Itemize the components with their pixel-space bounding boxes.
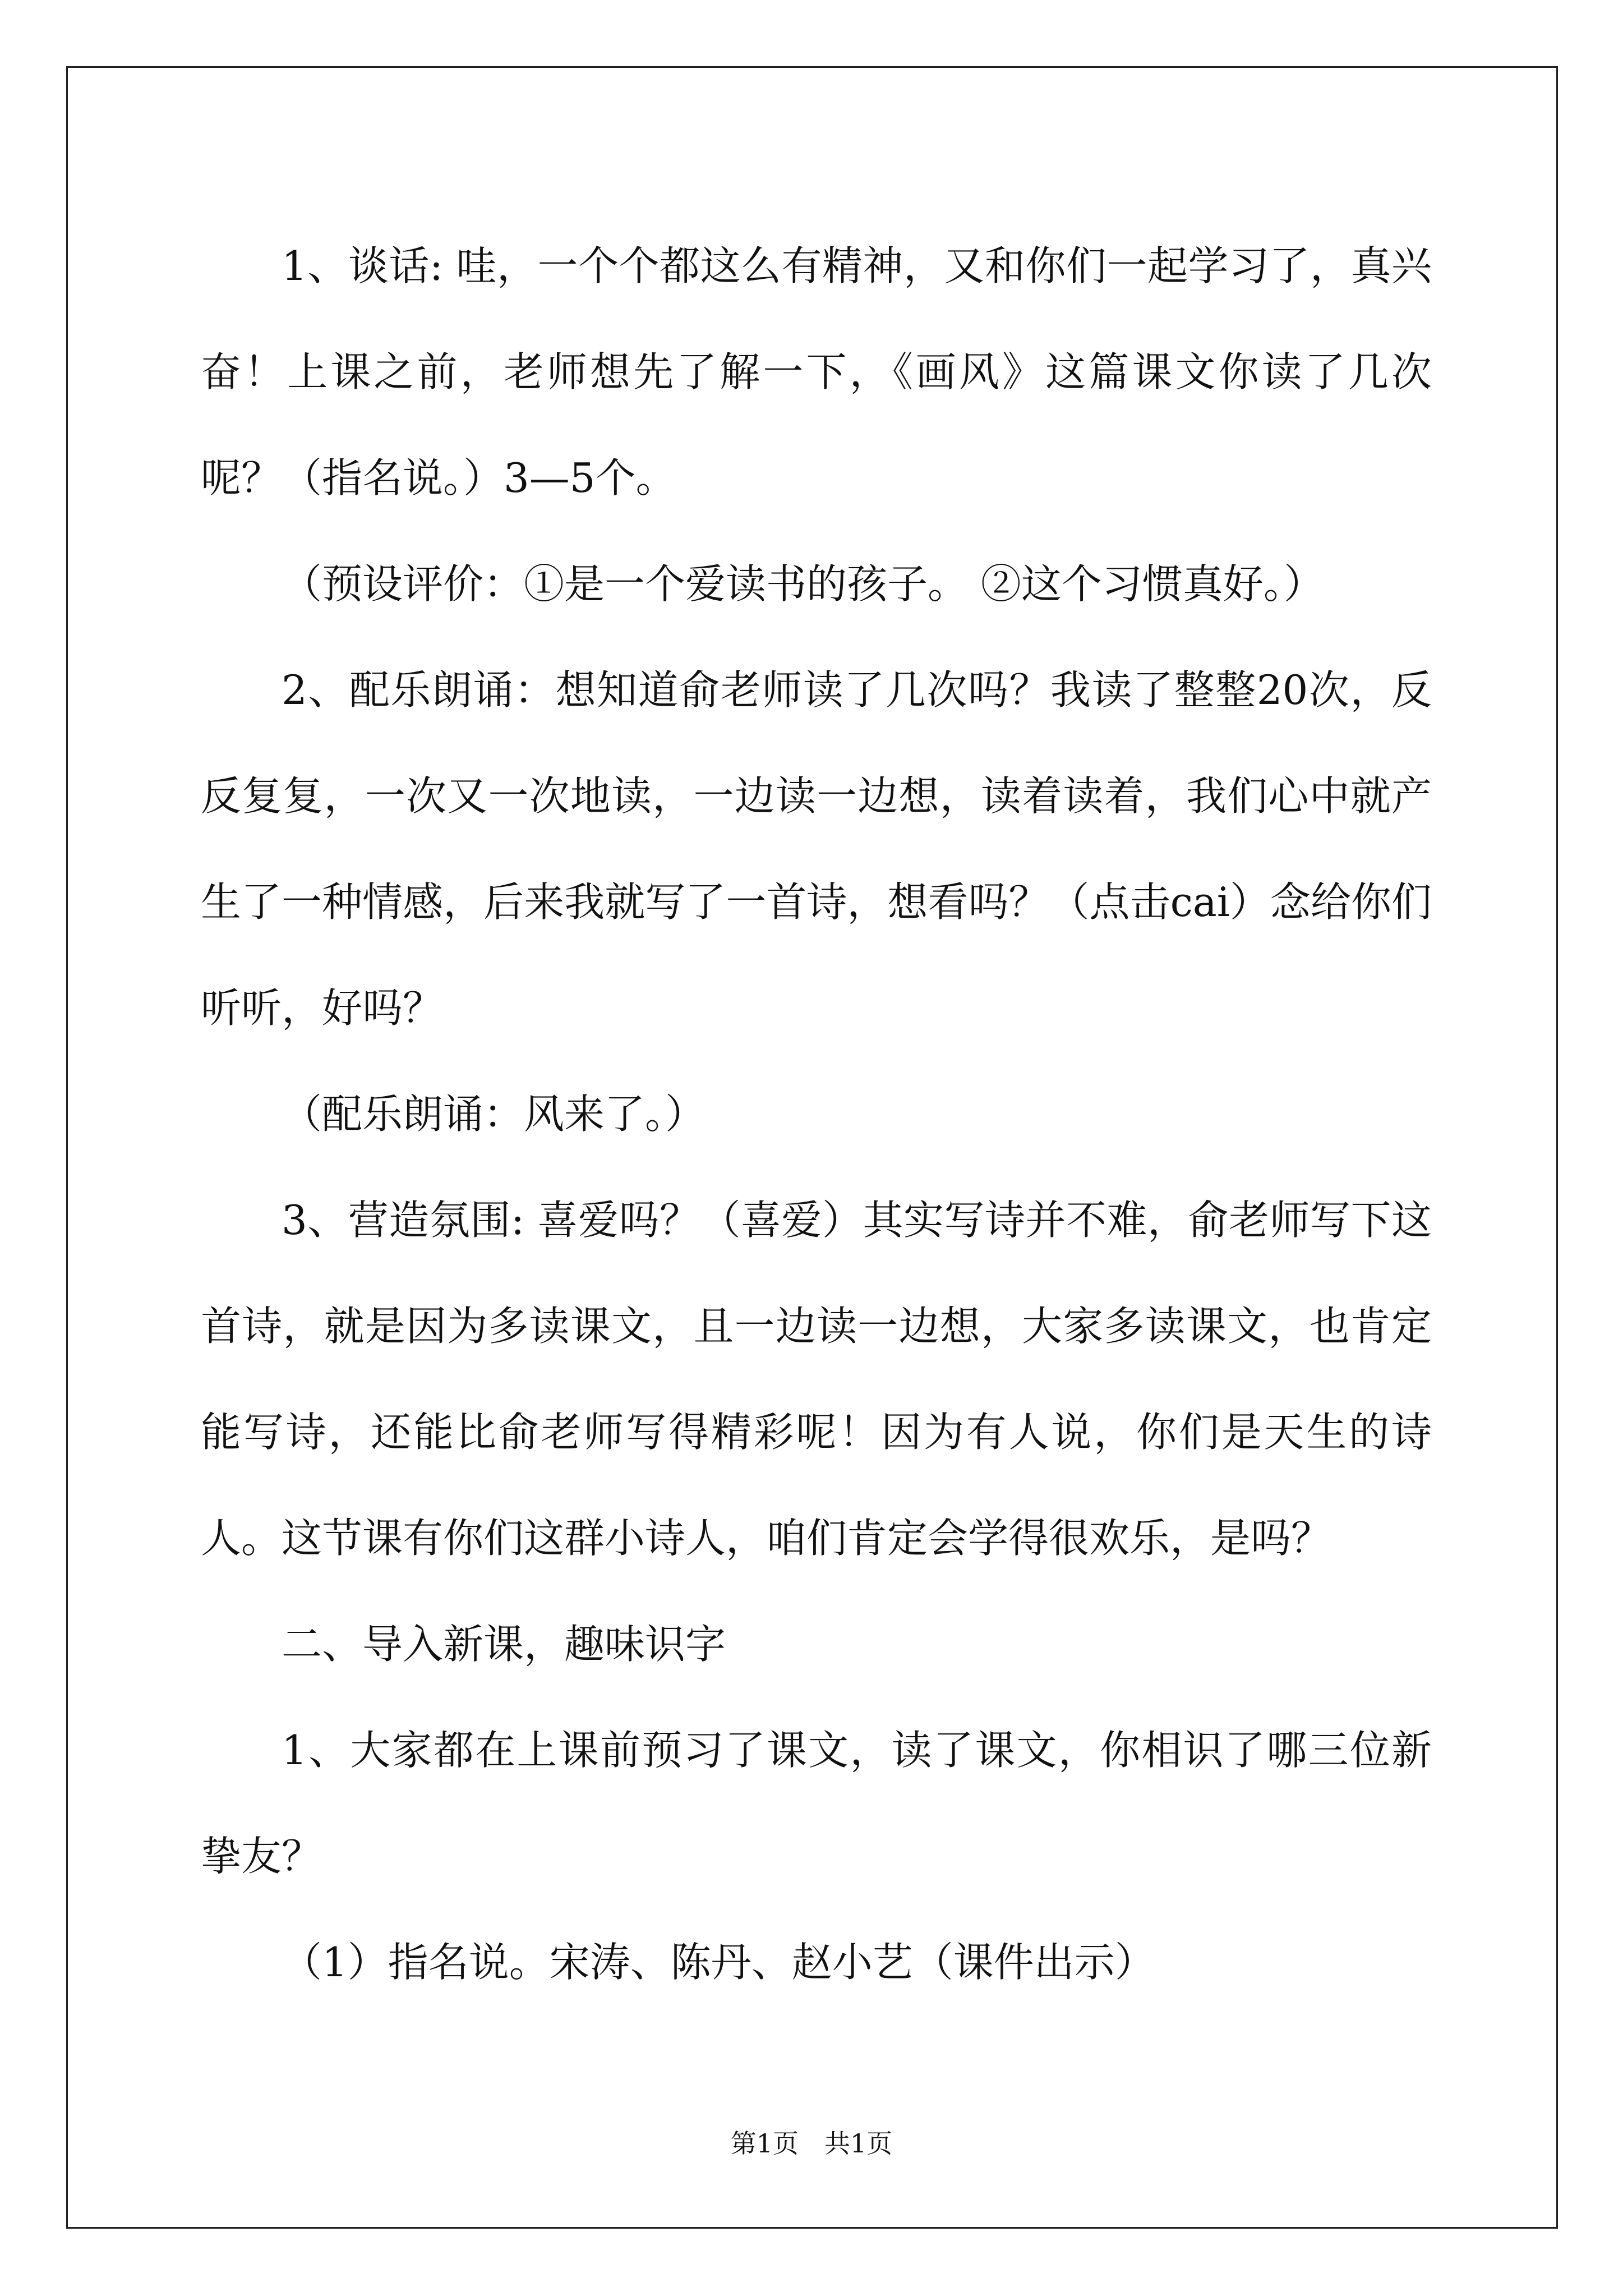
document-body xyxy=(201,213,1432,2016)
paragraph-atmosphere: 3、营造氛围: 喜爱吗？（喜爱）其实写诗并不难，俞老师写下这首诗，就是因为多读课文，且一边读一边想，大家多读课文，也肯定能写诗，还能比俞老师写得精彩呢！因为有人说，你们是天生的诗人。这节课有你们这群小诗人，咱们肯定会学得很欢乐，是吗？ xyxy=(201,1197,1432,1562)
paragraph-preview-question: 1、大家都在上课前预习了课文，读了课文，你相识了哪三位新挚友？ xyxy=(201,1727,1432,1880)
paragraph-answer: （1）指名说。宋涛、陈丹、赵小艺（课件出示） xyxy=(282,1939,1155,1986)
paragraph-recitation-note: （配乐朗诵：风来了。） xyxy=(282,1091,706,1138)
paragraph-preset-evaluation: （预设评价：①是一个爱读书的孩子。 ②这个习惯真好。） xyxy=(282,560,1324,608)
section-heading: 二、导入新课，趣味识字 xyxy=(282,1621,726,1668)
paragraph-talk: 1、谈话: 哇，一个个都这么有精神，又和你们一起学习了，真兴奋！上课之前，老师想先了解一下，《画风》这篇课文你读了几次呢？（指名说。）3—5个。 xyxy=(201,242,1432,501)
paragraph-music-recitation: 2、配乐朗诵：想知道俞老师读了几次吗？我读了整整20次，反反复复，一次又一次地读，一边读一边想，读着读着，我们心中就产生了一种情感，后来我就写了一首诗，想看吗？（点击cai）念给你们听听，好吗？ xyxy=(201,666,1432,1032)
page-number-footer: 第1页 共1页 xyxy=(730,2128,893,2159)
